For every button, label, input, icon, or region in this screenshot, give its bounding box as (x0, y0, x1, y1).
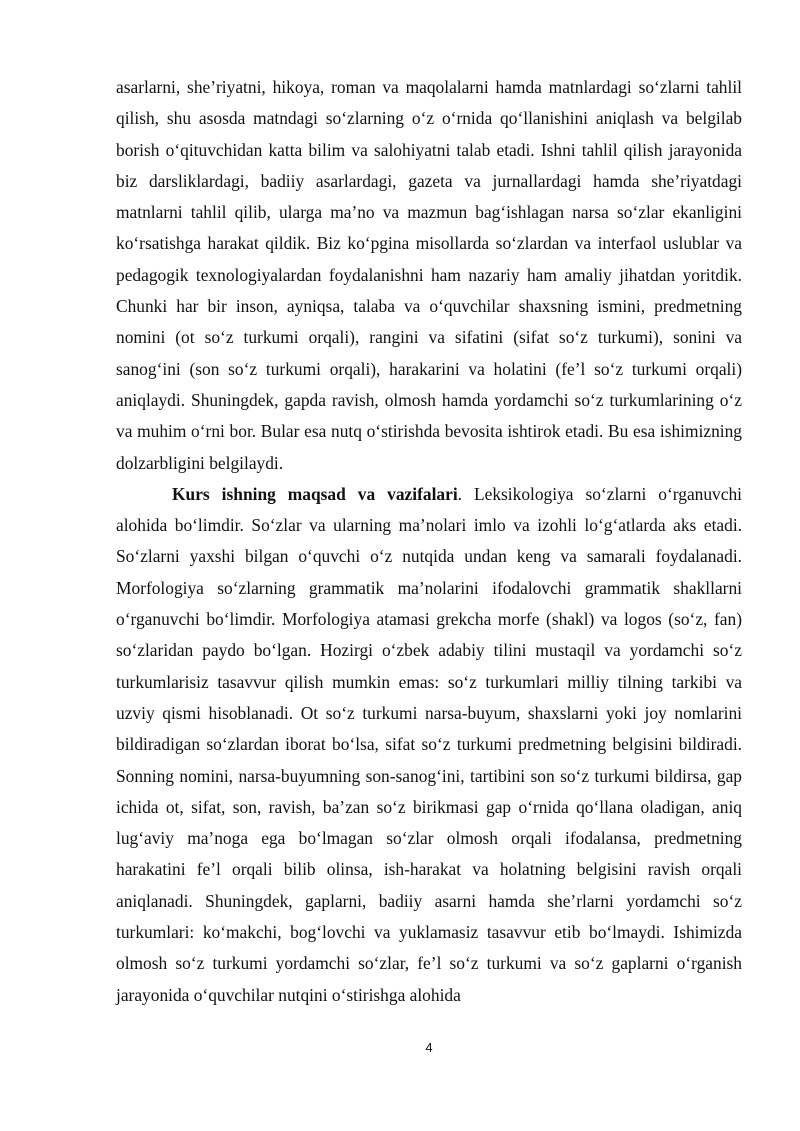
paragraph-2 (116, 479, 742, 1011)
body-text (116, 72, 742, 1011)
section-heading: Kurs ishning maqsad va vazifalari (172, 483, 458, 504)
page-number: 4 (425, 1040, 433, 1055)
paragraph-2-body: . Leksikologiya so‘zlarni o‘rganuvchi alohida bo‘limdir. So‘zlar va ularning ma’nolari imlo va izohli lo‘g‘atlarda aks etadi. So‘zlarni yaxshi bilgan o‘quvchi o‘z nutqida undan keng va samarali foydalanadi. Morfologiya so‘zlarning grammatik ma’nolarini ifodalovchi grammatik shakllarni o‘rganuvchi bo‘limdir. Morfologiya atamasi grekcha morfe (shakl) va logos (so‘z, fan) so‘zlaridan paydo bo‘lgan. Hozirgi o‘zbek adabiy tilini mustaqil va yordamchi so‘z turkumlarisiz tasavvur qilish mumkin emas: so‘z turkumlari milliy tilning tarkibi va uzviy qismi hisoblanadi. Ot so‘z turkumi narsa-buyum, shaxslarni yoki joy nomlarini bildiradigan so‘zlardan iborat bo‘lsa, sifat so‘z turkumi predmetning belgisini bildiradi. Sonning nomini, narsa-buyumning son-sanog‘ini, tartibini son so‘z turkumi bildirsa, gap ichida ot, sifat, son, ravish, ba’zan so‘z birikmasi gap o‘rnida qo‘llana oladigan, aniq lug‘aviy ma’noga ega bo‘lmagan so‘zlar olmosh orqali ifodalansa, predmetning harakatini fe’l orqali bilib olinsa, ish-harakat va holatning belgisini ravish orqali aniqlanadi. Shuningdek, gaplarni, badiiy asarni hamda she’rlarni yordamchi so‘z turkumlari: ko‘makchi, bog‘lovchi va yuklamasiz tasavvur etib bo‘lmaydi. Ishimizda olmosh so‘z turkumi yordamchi so‘zlar, fe’l so‘z turkumi va so‘z gaplarni o‘rganish jarayonida o‘quvchilar nutqini o‘stirishga alohida (116, 483, 743, 1005)
paragraph-1: asarlarni, she’riyatni, hikoya, roman va maqolalarni hamda matnlardagi so‘zlarni tahlil qilish, shu asosda matndagi so‘zlarning o‘z o‘rnida qo‘llanishini aniqlash va belgilab borish o‘qituvchidan katta bilim va salohiyatni talab etadi. Ishni tahlil qilish jarayonida biz darsliklardagi, badiiy asarlardagi, gazeta va jurnallardagi hamda she’riyatdagi matnlarni tahlil qilib, ularga ma’no va mazmun bag‘ishlagan narsa so‘zlar ekanligini ko‘rsatishga harakat qildik. Biz ko‘pgina misollarda so‘zlardan va interfaol uslublar va pedagogik texnologiyalardan foydalanishni ham nazariy ham amaliy jihatdan yoritdik. Chunki har bir inson, ayniqsa, talaba va o‘quvchilar shaxsning ismini, predmetning nomini (ot so‘z turkumi orqali), rangini va sifatini (sifat so‘z turkumi), sonini va sanog‘ini (son so‘z turkumi orqali), harakarini va holatini (fe’l so‘z turkumi orqali) aniqlaydi. Shuningdek, gapda ravish, olmosh hamda yordamchi so‘z turkumlarining o‘z va muhim o‘rni bor. Bular esa nutq o‘stirishda bevosita ishtirok etadi. Bu esa ishimizning dolzarbligini belgilaydi. (116, 77, 742, 473)
